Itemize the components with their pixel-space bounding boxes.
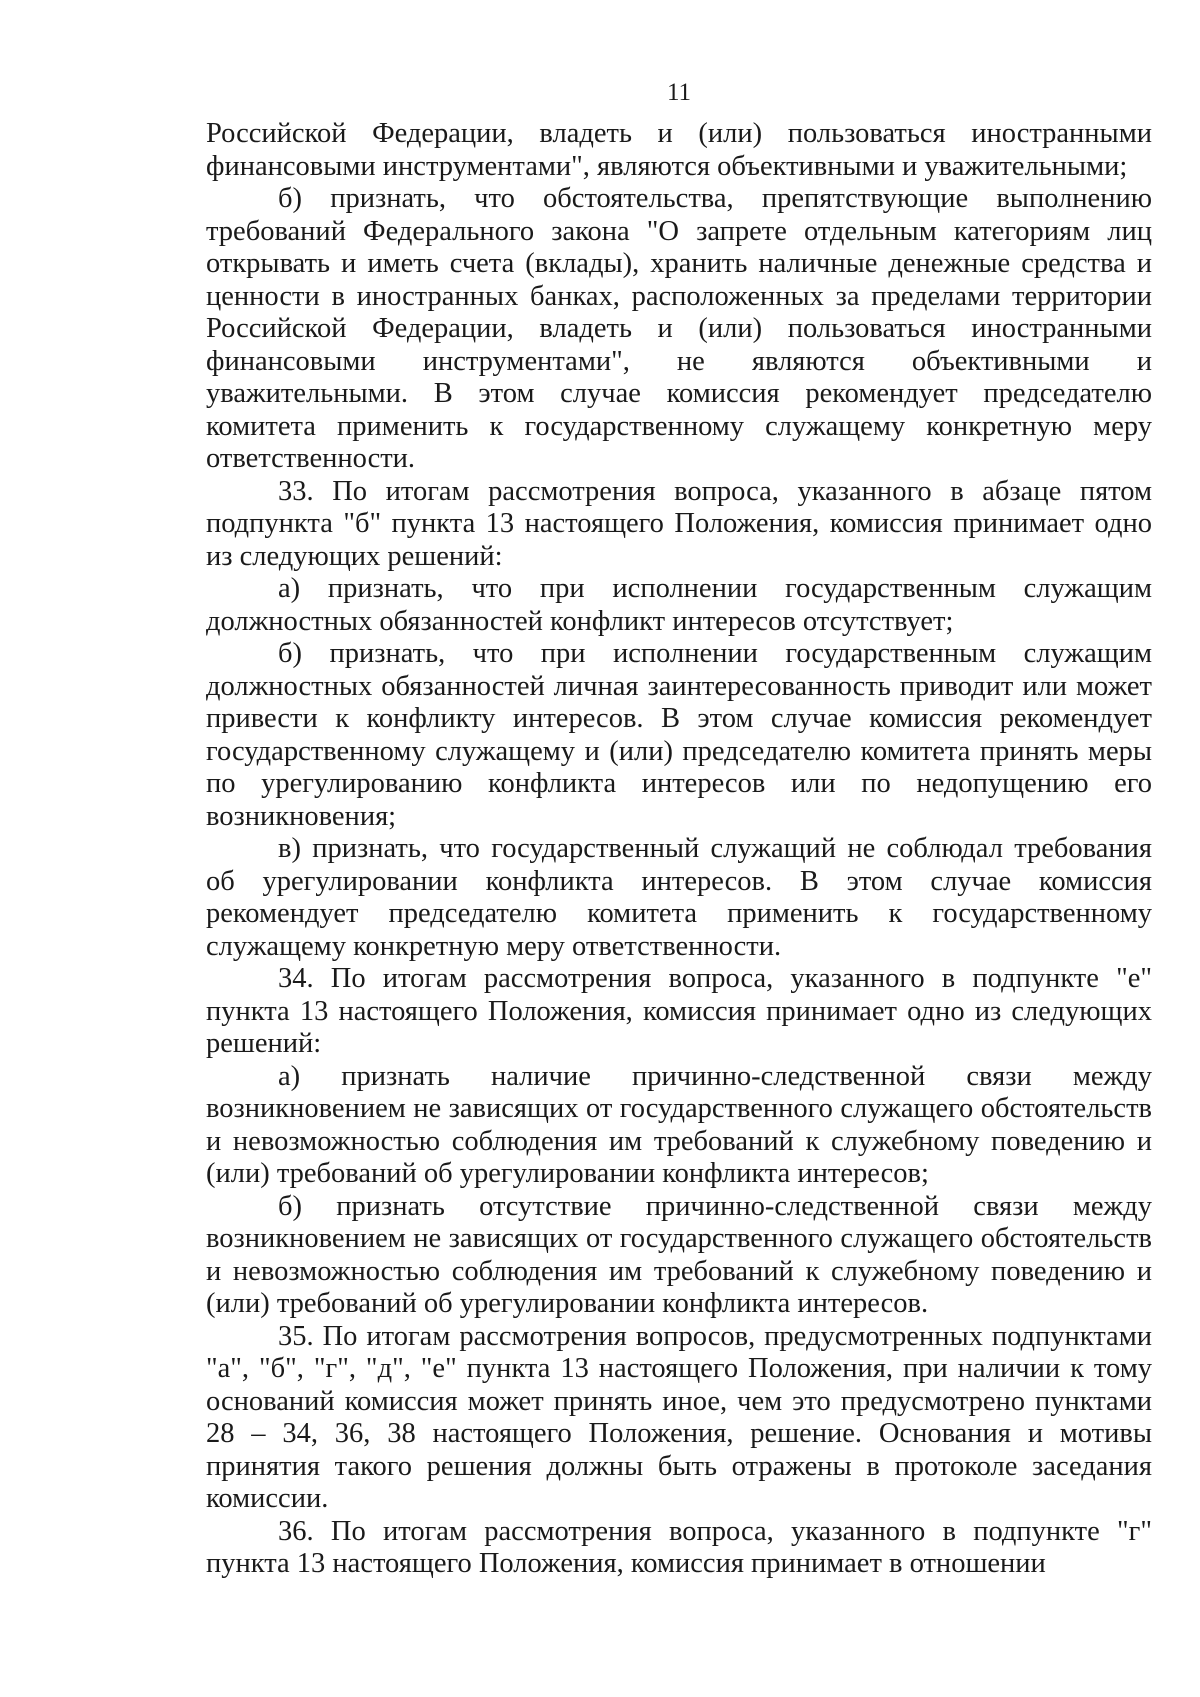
- page-number: 11: [666, 79, 692, 106]
- paragraph-36: 36. По итогам рассмотрения вопроса, указанного в подпункте "г" пункта 13 настоящего Положения, комиссия принимает в отношении: [206, 1515, 1152, 1579]
- paragraph-33a: а) признать, что при исполнении государственным служащим должностных обязанностей конфликт интересов отсутствует;: [206, 573, 1152, 637]
- paragraph-33v: в) признать, что государственный служащий не соблюдал требования об урегулировании конфликта интересов. В этом случае комиссия рекомендует председателю комитета применить к государственному служащему конкретную меру ответственности.: [206, 833, 1152, 962]
- paragraph-34: 34. По итогам рассмотрения вопроса, указанного в подпункте "е" пункта 13 настоящего Положения, комиссия принимает одно из следующих решений:: [206, 963, 1152, 1059]
- paragraph-continuation: Российской Федерации, владеть и (или) пользоваться иностранными финансовыми инструментами", являются объективными и уважительными;: [206, 118, 1152, 182]
- paragraph-35: 35. По итогам рассмотрения вопросов, предусмотренных подпунктами "а", "б", "г", "д", "е" пункта 13 настоящего Положения, при наличии к тому оснований комиссия может принять иное, чем это предусмотрено пунктами 28 – 34, 36, 38 настоящего Положения, решение. Основания и мотивы принятия такого решения должны быть отражены в протоколе заседания комиссии.: [206, 1320, 1152, 1514]
- paragraph-32b: б) признать, что обстоятельства, препятствующие выполнению требований Федерального закона "О запрете отдельным категориям лиц открывать и иметь счета (вклады), хранить наличные денежные средства и ценности в иностранных банках, расположенных за пределами территории Российской Федерации, владеть и (или) пользоваться иностранными финансовыми инструментами", не являются объективными и уважительными. В этом случае комиссия рекомендует председателю комитета применить к государственному служащему конкретную меру ответственности.: [206, 183, 1152, 474]
- paragraph-34a: а) признать наличие причинно-следственной связи между возникновением не зависящих от государственного служащего обстоятельств и невозможностью соблюдения им требований к служебному поведению и (или) требований об урегулировании конфликта интересов;: [206, 1060, 1152, 1189]
- paragraph-33b: б) признать, что при исполнении государственным служащим должностных обязанностей личная заинтересованность приводит или может привести к конфликту интересов. В этом случае комиссия рекомендует государственному служащему и (или) председателю комитета принять меры по урегулированию конфликта интересов или по недопущению его возникновения;: [206, 638, 1152, 832]
- paragraph-33: 33. По итогам рассмотрения вопроса, указанного в абзаце пятом подпункта "б" пункта 13 настоящего Положения, комиссия принимает одно из следующих решений:: [206, 475, 1152, 572]
- paragraph-34b: б) признать отсутствие причинно-следственной связи между возникновением не зависящих от государственного служащего обстоятельств и невозможностью соблюдения им требований к служебному поведению и (или) требований об урегулировании конфликта интересов.: [206, 1190, 1152, 1319]
- document-body: [206, 118, 1152, 1581]
